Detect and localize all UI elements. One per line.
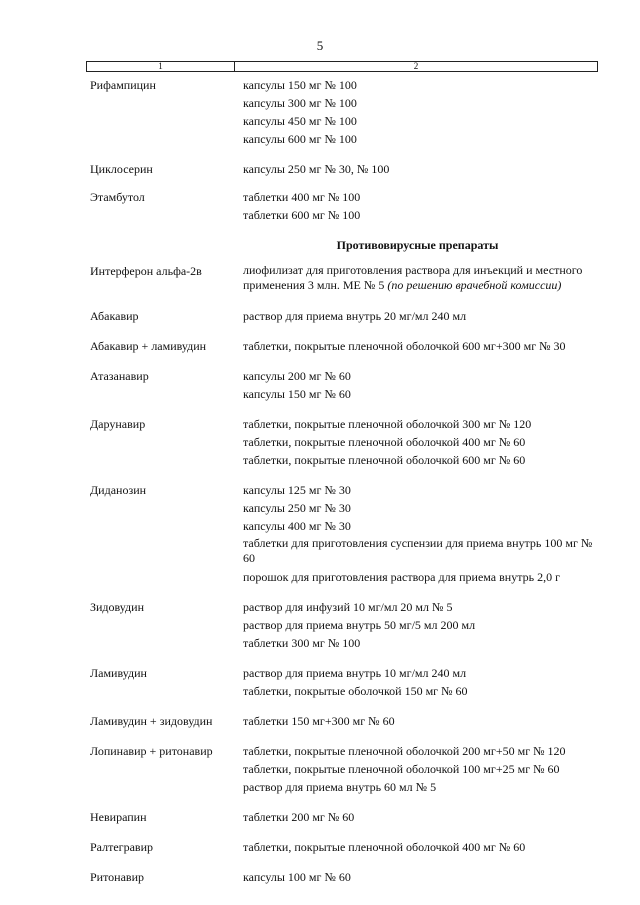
dosage-form-text: раствор для приема внутрь 60 мл № 5: [243, 780, 437, 794]
drug-entry: [90, 712, 600, 730]
drug-entry: [90, 262, 600, 295]
drug-entry: [90, 307, 600, 325]
dosage-forms: [243, 598, 600, 652]
drug-name: Ралтегравир: [90, 840, 153, 854]
dosage-forms: [243, 262, 600, 295]
dosage-forms: [243, 664, 600, 700]
drug-name: Этамбутол: [90, 190, 145, 204]
dosage-form: [243, 367, 600, 385]
section-title: Противовирусные препараты: [336, 238, 499, 252]
dosage-forms: [243, 742, 600, 796]
dosage-form-text: капсулы 150 мг № 100: [243, 78, 357, 92]
dosage-form: [243, 664, 600, 682]
column-header-2: 2: [235, 62, 598, 72]
dosage-form-text: таблетки, покрытые пленочной оболочкой 200 мг+50 мг № 120: [243, 744, 566, 758]
dosage-form: [243, 262, 600, 295]
drug-entry: [90, 808, 600, 826]
dosage-form: [243, 868, 600, 886]
column-header-table: [86, 61, 598, 72]
drug-entry: [90, 337, 600, 355]
dosage-form: [243, 415, 600, 433]
dosage-form-text: порошок для приготовления раствора для приема внутрь 2,0 г: [243, 570, 560, 584]
dosage-form: [243, 598, 600, 616]
dosage-forms: [243, 76, 600, 148]
dosage-form: [243, 682, 600, 700]
drug-name: Абакавир: [90, 309, 139, 323]
dosage-form: [243, 112, 600, 130]
dosage-form: [243, 160, 600, 178]
dosage-forms: [243, 367, 600, 403]
dosage-forms: [243, 188, 600, 224]
dosage-form-text: раствор для приема внутрь 50 мг/5 мл 200 мл: [243, 618, 476, 632]
dosage-form-text: таблетки, покрытые пленочной оболочкой 300 мг № 120: [243, 417, 532, 431]
dosage-forms: [243, 712, 600, 730]
dosage-form-text: таблетки, покрытые пленочной оболочкой 400 мг № 60: [243, 840, 526, 854]
dosage-forms: [243, 160, 600, 178]
drug-entry: [90, 742, 600, 796]
dosage-form-text: таблетки, покрытые пленочной оболочкой 100 мг+25 мг № 60: [243, 762, 560, 776]
dosage-form: [243, 499, 600, 517]
drug-name: Интерферон альфа-2в: [90, 264, 202, 278]
dosage-form-text: таблетки 300 мг № 100: [243, 636, 361, 650]
dosage-form: [243, 385, 600, 403]
drug-entry: [90, 160, 600, 178]
dosage-form-text: таблетки для приготовления суспензии для приема внутрь 100 мг № 60: [243, 536, 593, 565]
drug-entry: [90, 188, 600, 224]
dosage-forms: [243, 868, 600, 886]
dosage-form-text: капсулы 450 мг № 100: [243, 114, 357, 128]
dosage-form-text: капсулы 125 мг № 30: [243, 483, 351, 497]
dosage-form-text: капсулы 200 мг № 60: [243, 369, 351, 383]
dosage-form: [243, 778, 600, 796]
dosage-forms: [243, 307, 600, 325]
dosage-form: [243, 188, 600, 206]
dosage-form: [243, 337, 600, 355]
dosage-form-text: капсулы 300 мг № 100: [243, 96, 357, 110]
dosage-form-text: таблетки, покрытые оболочкой 150 мг № 60: [243, 684, 468, 698]
drug-name: Ламивудин + зидовудин: [90, 714, 213, 728]
dosage-form: [243, 130, 600, 148]
drug-name: Диданозин: [90, 483, 147, 497]
dosage-form-text: раствор для приема внутрь 20 мг/мл 240 мл: [243, 309, 467, 323]
drug-name: Невирапин: [90, 810, 147, 824]
dosage-form-text: капсулы 100 мг № 60: [243, 870, 351, 884]
dosage-form: [243, 616, 600, 634]
dosage-form-text: раствор для инфузий 10 мг/мл 20 мл № 5: [243, 600, 453, 614]
dosage-form-text: раствор для приема внутрь 10 мг/мл 240 мл: [243, 666, 467, 680]
dosage-form: [243, 634, 600, 652]
dosage-forms: [243, 838, 600, 856]
dosage-form-text: таблетки 150 мг+300 мг № 60: [243, 714, 395, 728]
dosage-form-note: (по решению врачебной комиссии): [387, 278, 562, 292]
dosage-forms: [243, 415, 600, 469]
drug-entry: [90, 868, 600, 886]
page-number: 5: [316, 38, 324, 53]
drug-name: Ламивудин: [90, 666, 147, 680]
drug-name: Абакавир + ламивудин: [90, 339, 207, 353]
dosage-form: [243, 760, 600, 778]
dosage-form-text: капсулы 250 мг № 30: [243, 501, 351, 515]
dosage-form-text: капсулы 250 мг № 30, № 100: [243, 162, 390, 176]
dosage-form: [243, 808, 600, 826]
dosage-form: [243, 535, 600, 568]
dosage-form-text: капсулы 400 мг № 30: [243, 519, 351, 533]
column-header-1: 1: [87, 62, 235, 72]
dosage-form: [243, 568, 600, 586]
dosage-form-text: таблетки, покрытые пленочной оболочкой 400 мг № 60: [243, 435, 526, 449]
dosage-form: [243, 307, 600, 325]
drug-entry: [90, 415, 600, 469]
drug-entry: [90, 76, 600, 148]
drug-entry: [90, 838, 600, 856]
drug-name: Ритонавир: [90, 870, 145, 884]
dosage-forms: [243, 481, 600, 586]
drug-name: Рифампицин: [90, 78, 156, 92]
drug-entry: [90, 481, 600, 586]
dosage-form: [243, 517, 600, 535]
drug-name: Дарунавир: [90, 417, 146, 431]
drug-name: Лопинавир + ритонавир: [90, 744, 213, 758]
dosage-form-text: капсулы 150 мг № 60: [243, 387, 351, 401]
drug-entry: [90, 367, 600, 403]
dosage-forms: [243, 337, 600, 355]
dosage-form: [243, 433, 600, 451]
dosage-form-text: лиофилизат для приготовления раствора для инъекций и местного применения 3 млн. МЕ № 5: [243, 263, 583, 292]
dosage-form-text: капсулы 600 мг № 100: [243, 132, 357, 146]
dosage-form: [243, 481, 600, 499]
drug-entry: [90, 664, 600, 700]
dosage-form-text: таблетки, покрытые пленочной оболочкой 600 мг+300 мг № 30: [243, 339, 566, 353]
dosage-form: [243, 206, 600, 224]
dosage-form: [243, 451, 600, 469]
dosage-form-text: таблетки 200 мг № 60: [243, 810, 355, 824]
drug-name: Циклосерин: [90, 162, 153, 176]
dosage-form: [243, 94, 600, 112]
dosage-form: [243, 742, 600, 760]
dosage-form: [243, 838, 600, 856]
dosage-form-text: таблетки 600 мг № 100: [243, 208, 361, 222]
drug-entry: [90, 598, 600, 652]
dosage-form: [243, 712, 600, 730]
dosage-form-text: таблетки, покрытые пленочной оболочкой 600 мг № 60: [243, 453, 526, 467]
dosage-form-text: таблетки 400 мг № 100: [243, 190, 361, 204]
dosage-form: [243, 76, 600, 94]
drug-name: Зидовудин: [90, 600, 144, 614]
drug-list: [90, 76, 600, 898]
drug-name: Атазанавир: [90, 369, 149, 383]
dosage-forms: [243, 808, 600, 826]
